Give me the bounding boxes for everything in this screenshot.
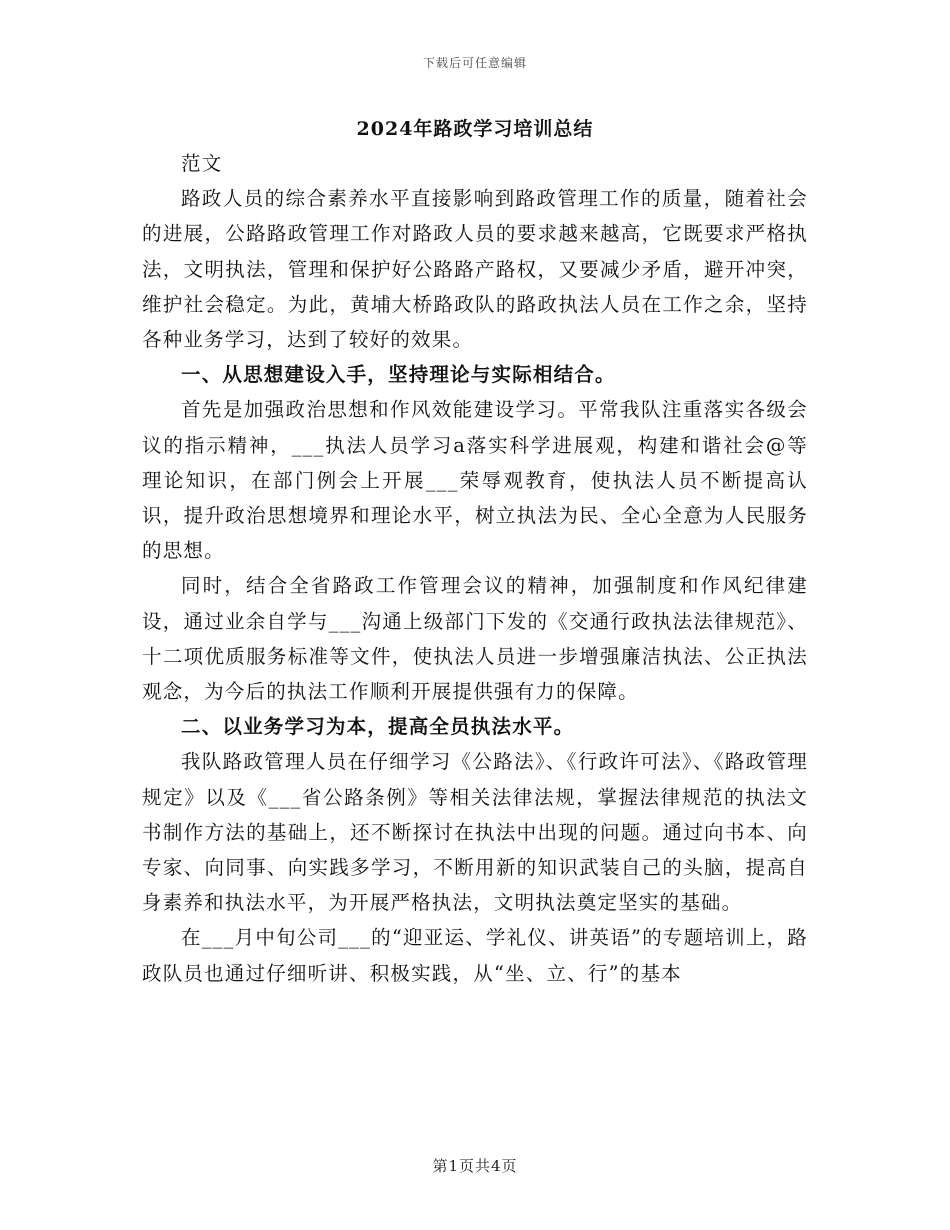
- section-heading-2: 二、以业务学习为本，提高全员执法水平。: [181, 715, 575, 739]
- document-body: [142, 146, 808, 991]
- paragraph-section-2-a: 我队路政管理人员在仔细学习《公路法》、《行政许可法》、《路政管理规定》以及《___省公路条例》等相关法律法规，掌握法律规范的执法文书制作方法的基础上，还不断探讨在执法中出现的问题。通过向书本、向专家、向同事、向实践多学习，不断用新的知识武装自己的头脑，提高自身素养和执法水平，为开展严格执法，文明执法奠定坚实的基础。: [142, 750, 808, 915]
- document-title: 2024年路政学习培训总结: [356, 118, 594, 140]
- header-note: 下载后可任意编辑: [422, 56, 527, 70]
- paragraph-section-1-a: 首先是加强政治思想和作风效能建设学习。平常我队注重落实各级会议的指示精神，___执法人员学习a落实科学进展观，构建和谐社会@等理论知识，在部门例会上开展___荣辱观教育，使执法人员不断提高认识，提升政治思想境界和理论水平，树立执法为民、全心全意为人民服务的思想。: [142, 398, 808, 563]
- paragraph-intro: 路政人员的综合素养水平直接影响到路政管理工作的质量，随着社会的进展，公路路政管理工作对路政人员的要求越来越高，它既要求严格执法，文明执法，管理和保护好公路路产路权，又要减少矛盾，避开冲突，维护社会稳定。为此，黄埔大桥路政队的路政执法人员在工作之余，坚持各种业务学习，达到了较好的效果。: [142, 187, 808, 352]
- paragraph-section-1-b: 同时，结合全省路政工作管理会议的精神，加强制度和作风纪律建设，通过业余自学与___沟通上级部门下发的《交通行政执法法律规范》、十二项优质服务标准等文件，使执法人员进一步增强廉洁执法、公正执法观念，为今后的执法工作顺利开展提供强有力的保障。: [142, 574, 808, 704]
- page-footer: 第1页共4页: [432, 1157, 518, 1175]
- section-heading-1: 一、从思想建设入手，坚持理论与实际相结合。: [181, 363, 616, 387]
- paragraph-label: 范文: [181, 152, 223, 175]
- paragraph-section-2-b: 在___月中旬公司___的“迎亚运、学礼仪、讲英语”的专题培训上，路政队员也通过仔细听讲、积极实践，从“坐、立、行”的基本: [142, 926, 808, 985]
